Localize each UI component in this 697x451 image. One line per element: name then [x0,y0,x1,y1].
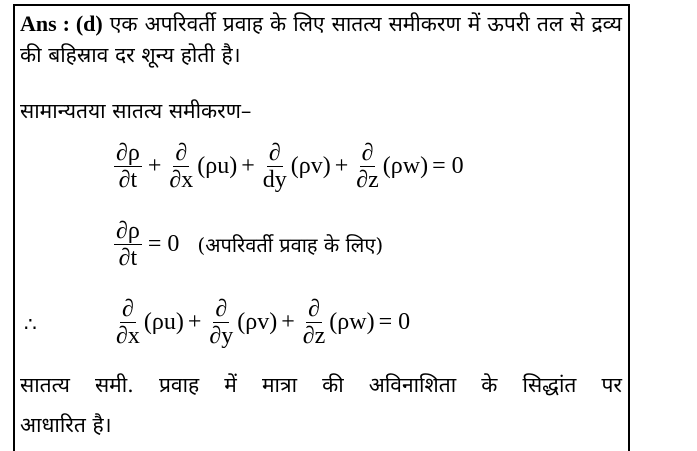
answer-paragraph [20,8,622,71]
fraction-d-dy-3: $\frac{\partial}{\partial y}$ [209,296,234,349]
fraction-d-dx: $\frac{\partial}{\partial x}$ [169,140,194,193]
fraction-d-dy: $\frac{\partial}{dy}$ [262,140,287,193]
answer-text: एक अपरिवर्ती प्रवाह के लिए सातत्य समीकरण में ऊपरी तल से द्रव्य की बहिस्राव दर शून्य होती है। [20,12,622,67]
continuity-equation-steady: $\frac{\partial}{\partial x}$ (ρu) + $\frac{\partial}{\partial y}$ (ρv) + $\frac{\partial}{\partial z}$ (ρw) = 0 [116,296,411,349]
answer-label: Ans : (d) [20,11,103,36]
fraction-d-dx-3: $\frac{\partial}{\partial x}$ [116,296,140,349]
fraction-drho-dt-2: $\frac{\partial\rho}{\partial t}$ [116,218,140,271]
fraction-drho-dt: $\frac{\partial\rho}{\partial t}$ [116,140,140,193]
continuity-equation-general: $\frac{\partial\rho}{\partial t}$ + $\frac{\partial}{\partial x}$ (ρu) + $\frac{\partial}{dy}$ (ρv) + $\frac{\partial}{\partial z}$ (ρw) = 0 [116,140,464,193]
steady-flow-equation: $\frac{\partial\rho}{\partial t}$ = 0 (अपरिवर्ती प्रवाह के लिए) [116,218,384,271]
conclusion-line-1: सातत्य समी. प्रवाह में मात्रा की अविनाशिता के सिद्धांत पर [20,373,622,397]
steady-flow-note: (अपरिवर्ती प्रवाह के लिए) [197,233,384,257]
conclusion-line-2: आधारित है। [20,413,112,437]
conclusion-paragraph [20,370,622,401]
intro-text: सामान्यतया सातत्य समीकरण– [20,99,252,123]
fraction-d-dz: $\frac{\partial}{\partial z}$ [356,140,379,193]
fraction-d-dz-3: $\frac{\partial}{\partial z}$ [302,296,326,349]
therefore-symbol: ∴ [24,312,37,336]
